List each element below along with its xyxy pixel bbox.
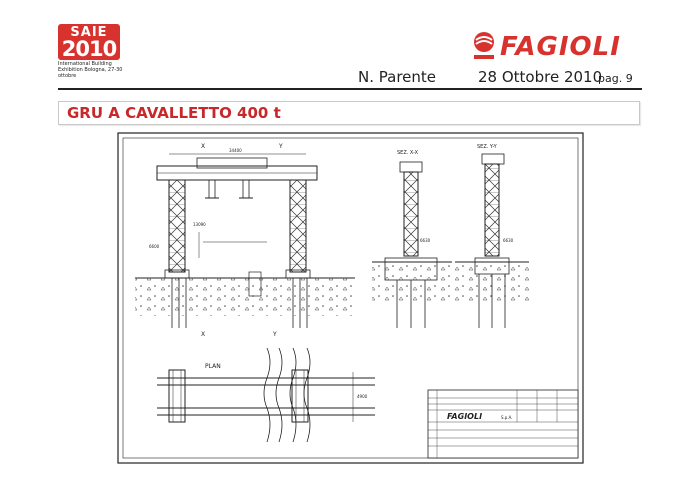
plan-label: PLAN [205, 363, 221, 370]
axis-marker-y-top: Y [279, 143, 283, 150]
dimension-plan: 4900 [357, 394, 368, 399]
dimension-height: 13090 [193, 222, 206, 227]
dimension-section-y: 6630 [503, 238, 514, 243]
section-x-label: SEZ. X-X [397, 150, 419, 156]
author: N. Parente [358, 68, 437, 86]
saie-logo-year: 2010 [61, 37, 117, 61]
slide-title-box [58, 101, 640, 125]
section-y-label: SEZ. Y-Y [477, 144, 497, 150]
axis-marker-x-bottom: X [201, 331, 206, 338]
dimension-girder-span: 34400 [229, 148, 242, 153]
header-divider [58, 88, 642, 90]
fagioli-wordmark: FAGIOLI [500, 32, 621, 62]
slide-title: GRU A CAVALLETTO 400 t [67, 104, 281, 122]
axis-marker-x-top: X [201, 143, 206, 150]
dimension-section-x: 6630 [420, 238, 431, 243]
title-block [428, 390, 578, 458]
title-block-suffix: S.p.A. [501, 415, 513, 420]
title-block-company: FAGIOLI [447, 412, 483, 421]
page-number: pag. 9 [598, 72, 633, 85]
saie-logo-subtitle: International Building Exhibition Bologna, 27-30 ottobre [58, 61, 123, 79]
technical-drawing [117, 132, 584, 464]
axis-marker-y-bottom: Y [273, 331, 277, 338]
date: 28 Ottobre 2010 [478, 68, 603, 86]
saie-logo-brand: SAIE [70, 25, 108, 40]
fagioli-logo [470, 30, 640, 64]
fagioli-emblem-icon [470, 30, 500, 64]
saie-logo [58, 24, 123, 79]
dimension-left-leg: 6600 [149, 244, 160, 249]
